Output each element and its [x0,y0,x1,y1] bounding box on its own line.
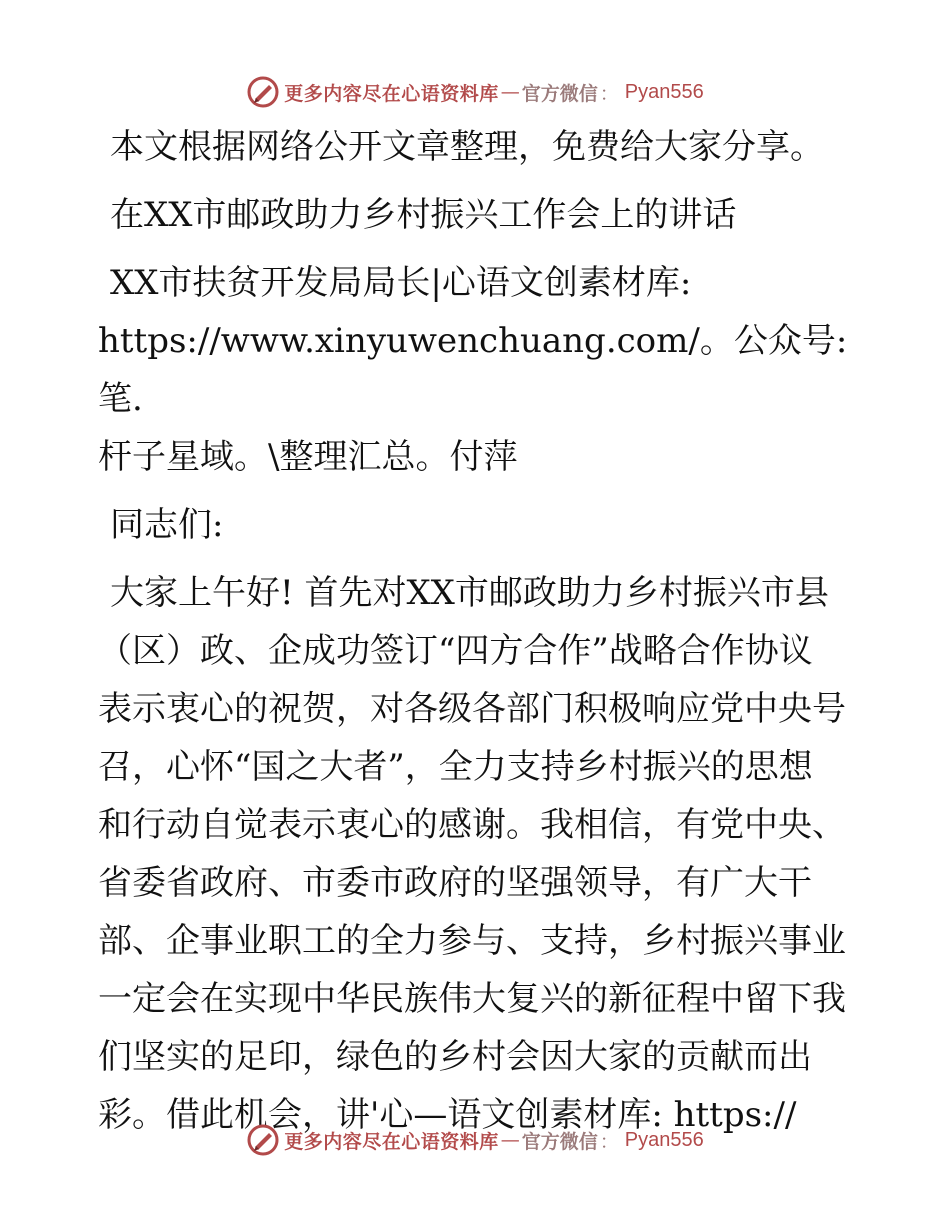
author-line: https://www.xinyuwenchuang.com/。公众号: 笔. [98,321,848,419]
footer-banner [0,1120,950,1160]
body-line: 们坚实的足印，绿色的乡村会因大家的贡献而出 [98,1037,812,1077]
body-line: 和行动自觉表示衷心的感谢。我相信，有党中央、 [98,805,846,845]
body-line: （区）政、企成功签订“四方合作”战略合作协议 [98,631,813,671]
body-line: 表示衷心的祝贺，对各级各部门积极响应党中央号 [98,689,846,729]
body-line: 彩。借此机会，讲'心—语文创素材库: https:// [98,1095,797,1135]
banner-main-text: 更多内容尽在心语资料库 [284,1130,499,1153]
pen-logo-icon [246,75,280,109]
banner-dash: — [500,81,520,103]
document-title: 在XX市邮政助力乡村振兴工作会上的讲话 [110,195,737,235]
banner-wechat-id: Pyan556 [624,1128,704,1151]
body-line: 省委省政府、市委市政府的坚强领导，有广大干 [98,863,812,903]
body-line: 部、企事业职工的全力参与、支持，乡村振兴事业 [98,921,846,961]
banner-separator: ： [599,1130,619,1153]
banner-dash: — [500,1129,520,1151]
body-line: 大家上午好! 首先对XX市邮政助力乡村振兴市县 [110,573,829,613]
greeting: 同志们: [110,505,224,545]
banner-wechat-id: Pyan556 [624,80,704,103]
body-line: 召，心怀“国之大者”，全力支持乡村振兴的思想 [98,747,813,787]
document-body [98,118,858,1144]
author-line: 杆子星域。\整理汇总。付萍 [98,437,518,477]
intro-line: 本文根据网络公开文章整理，免费给大家分享。 [110,127,824,167]
pen-logo-icon [246,1123,280,1157]
banner-wechat-label: 官方微信 [521,1130,598,1153]
header-banner [0,72,950,112]
author-line: XX市扶贫开发局局长|心语文创素材库: [110,263,692,303]
banner-wechat-label: 官方微信 [521,82,598,105]
banner-separator: ： [599,82,619,105]
banner-main-text: 更多内容尽在心语资料库 [284,82,499,105]
body-line: 一定会在实现中华民族伟大复兴的新征程中留下我 [98,979,846,1019]
